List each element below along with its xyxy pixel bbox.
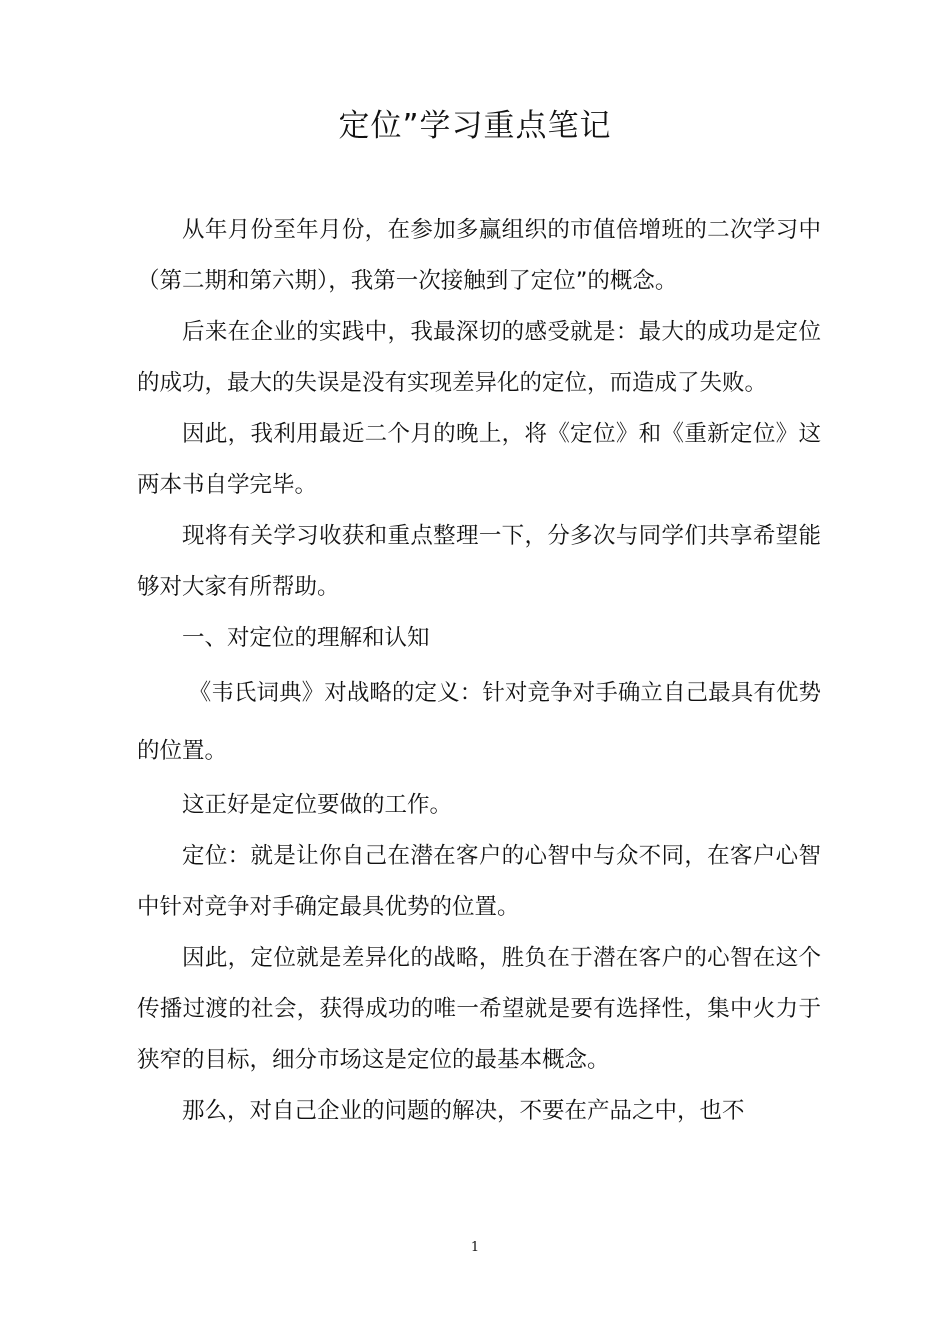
paragraph: 从年月份至年月份，在参加多赢组织的市值倍增班的二次学习中（第二期和第六期），我第一次接触到了定位”的概念。 bbox=[137, 217, 821, 294]
paragraph: 《韦氏词典》对战略的定义：针对竞争对手确立自己最具有优势的位置。 bbox=[137, 680, 821, 764]
page-number: 1 bbox=[470, 1240, 480, 1255]
paragraph: 现将有关学习收获和重点整理一下，分多次与同学们共享希望能够对大家有所帮助。 bbox=[137, 523, 821, 600]
paragraph: 这正好是定位要做的工作。 bbox=[182, 792, 453, 818]
paragraph: 因此，定位就是差异化的战略，胜负在于潜在客户的心智在这个传播过渡的社会，获得成功的唯一希望就是要有选择性，集中火力于狭窄的目标，细分市场这是定位的最基本概念。 bbox=[137, 945, 821, 1073]
paragraph: 定位：就是让你自己在潜在客户的心智中与众不同，在客户心智中针对竞争对手确定最具优势的位置。 bbox=[137, 843, 821, 920]
paragraph: 那么，对自己企业的问题的解决，不要在产品之中，也不 bbox=[182, 1098, 745, 1124]
paragraph: 因此，我利用最近二个月的晚上，将《定位》和《重新定位》这两本书自学完毕。 bbox=[137, 421, 821, 498]
section-heading: 一、对定位的理解和认知 bbox=[182, 625, 430, 651]
paragraph: 后来在企业的实践中，我最深切的感受就是：最大的成功是定位的成功，最大的失误是没有实现差异化的定位，而造成了失败。 bbox=[137, 319, 821, 396]
document-body bbox=[137, 205, 821, 1137]
document-title: 定位”学习重点笔记 bbox=[338, 108, 612, 144]
